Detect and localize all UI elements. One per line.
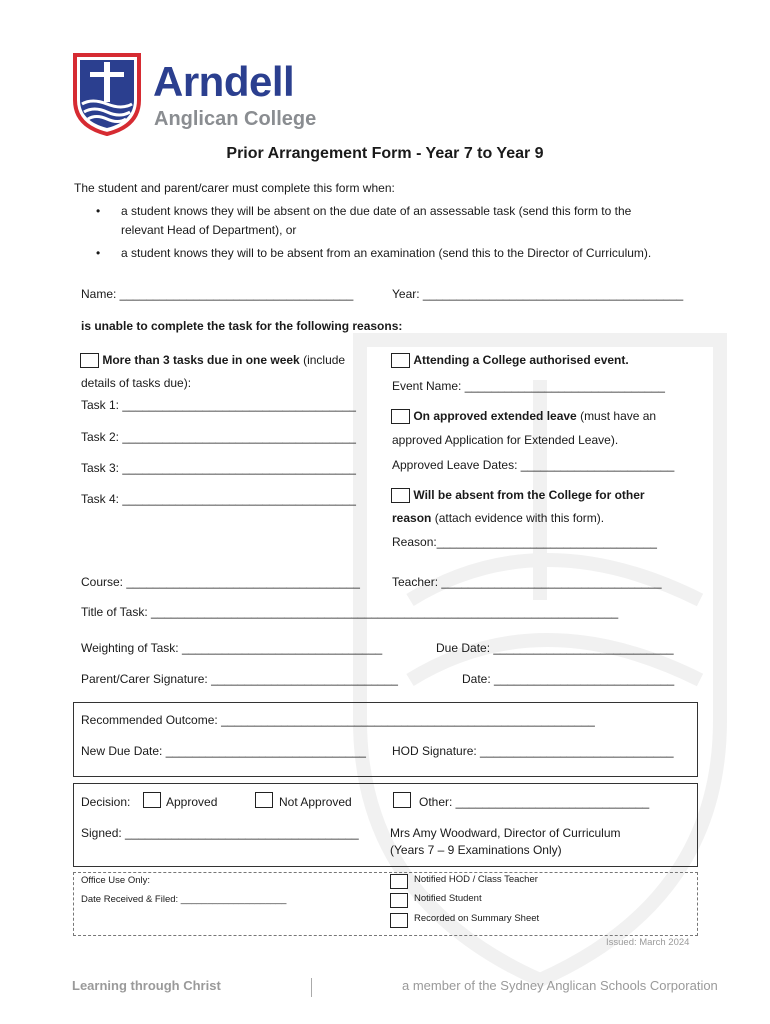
hod-signature-field[interactable]: HOD Signature: _____________________________ [392,744,674,758]
checkbox-other[interactable] [393,792,411,808]
weighting-field[interactable]: Weighting of Task: ______________________________ [81,641,383,655]
task-2-field[interactable]: Task 2: ___________________________________ [81,430,356,444]
approved-label: Approved [166,795,218,809]
issued-date: Issued: March 2024 [606,937,690,948]
bullet-dot: • [96,204,101,218]
checkbox-absent[interactable] [391,488,410,503]
parent-signature-field[interactable]: Parent/Carer Signature: ____________________________ [81,672,398,686]
notified-hod-label: Notified HOD / Class Teacher [414,874,538,885]
footer-divider [311,978,312,997]
decision-label: Decision: [81,795,131,809]
option-leave [391,409,656,424]
task-3-field[interactable]: Task 3: ___________________________________ [81,461,356,475]
course-field[interactable]: Course: ___________________________________ [81,575,360,589]
logo-name: Arndell [153,58,295,105]
intro-lead: The student and parent/carer must complete this form when: [74,181,395,195]
checkbox-approved[interactable] [143,792,161,808]
event-name-field[interactable]: Event Name: ______________________________ [392,379,665,393]
college-logo [72,52,142,141]
option-absent [391,488,645,503]
checkbox-more-tasks[interactable] [80,353,99,368]
office-use-label: Office Use Only: [81,875,150,886]
checkbox-leave[interactable] [391,409,410,424]
absent-rest: (attach evidence with this form). [431,511,605,525]
year-field[interactable]: Year: _______________________________________ [392,287,684,301]
leave-label: On approved extended leave [413,409,577,423]
other-field[interactable]: Other: _____________________________ [419,795,650,809]
checkbox-notified-hod[interactable] [390,874,408,889]
recommended-outcome-field[interactable]: Recommended Outcome: ________________________________________________________ [81,713,595,727]
leave-rest: (must have an [576,409,657,423]
new-due-date-field[interactable]: New Due Date: ______________________________ [81,744,366,758]
director-scope: (Years 7 – 9 Examinations Only) [390,843,562,857]
checkbox-notified-student[interactable] [390,893,408,908]
teacher-field[interactable]: Teacher: _________________________________ [392,575,662,589]
signed-field[interactable]: Signed: ___________________________________ [81,826,359,840]
leave-dates-field[interactable]: Approved Leave Dates: _______________________ [392,458,675,472]
task-1-field[interactable]: Task 1: ___________________________________ [81,398,356,412]
logo-subtitle: Anglican College [154,108,317,130]
intro-bullet-1-cont: relevant Head of Department), or [121,223,297,237]
more-tasks-rest: (include [299,353,346,367]
bullet-dot: • [96,246,101,260]
reason-field[interactable]: Reason:_________________________________ [392,535,657,549]
checkbox-attending[interactable] [391,353,410,368]
checkbox-not-approved[interactable] [255,792,273,808]
crest-icon [72,52,142,136]
footer-motto: Learning through Christ [72,978,221,993]
notified-student-label: Notified Student [414,893,482,904]
checkbox-recorded[interactable] [390,913,408,928]
form-title: Prior Arrangement Form - Year 7 to Year 9 [226,145,544,162]
due-date-field[interactable]: Due Date: ___________________________ [436,641,674,655]
not-approved-label: Not Approved [279,795,352,809]
more-tasks-cont: details of tasks due): [81,376,192,390]
date-received-field[interactable]: Date Received & Filed: ____________________ [81,894,287,905]
attending-label: Attending a College authorised event. [413,353,629,367]
absent-cont [392,511,604,525]
name-field[interactable]: Name: ___________________________________ [81,287,354,301]
absent-label-2: reason [392,511,432,525]
director-name: Mrs Amy Woodward, Director of Curriculum [390,826,621,840]
recorded-label: Recorded on Summary Sheet [414,913,540,924]
option-more-tasks [80,353,345,368]
more-tasks-label: More than 3 tasks due in one week [102,353,300,367]
date-field[interactable]: Date: ___________________________ [462,672,675,686]
title-of-task-field[interactable]: Title of Task: ______________________________________________________________________ [81,605,619,619]
leave-cont: approved Application for Extended Leave). [392,433,619,447]
reasons-heading: is unable to complete the task for the following reasons: [81,319,403,333]
intro-bullet-2: a student knows they will to be absent from an examination (send this to the Director of Curriculum). [121,246,652,260]
option-attending [391,353,629,368]
footer-membership: a member of the Sydney Anglican Schools Corporation [402,978,718,993]
intro-bullet-1: a student knows they will be absent on the due date of an assessable task (send this form to the [121,204,632,218]
task-4-field[interactable]: Task 4: ___________________________________ [81,492,356,506]
absent-label: Will be absent from the College for other [413,488,645,502]
